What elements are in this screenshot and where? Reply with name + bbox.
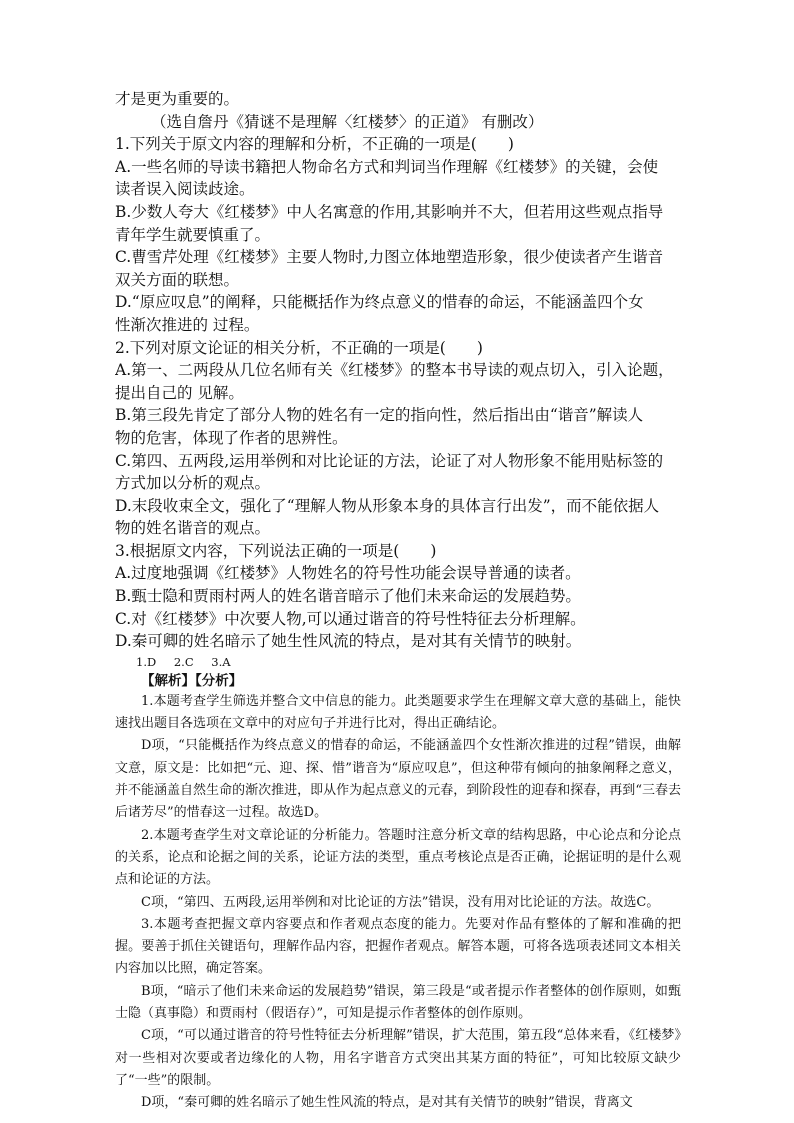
- document-page: [115, 88, 681, 1114]
- answer-1: 1.D: [136, 654, 157, 669]
- analysis-body: [115, 691, 681, 1115]
- option-d: D.秦可卿的姓名暗示了她生性风流的特点，是对其有关情节的映射。: [115, 632, 582, 651]
- analysis-paragraph: 2.本题考查学生对文章论证的分析能力。答题时注意分析文章的结构思路，中心论点和分论点的关系，论点和论据之间的关系，论证方法的类型，重点考核论点是否正确，论据证明的是什么观点和论证的方法。: [115, 827, 681, 888]
- option-d: D.末段收束全文，强化了“理解人物从形象本身的具体言行出发”，而不能依据人: [115, 496, 660, 515]
- option-c-cont: 双关方面的联想。: [115, 270, 240, 289]
- passage-end: 才是更为重要的。: [115, 90, 240, 108]
- option-b: B.第三段先肯定了部分人物的姓名有一定的指向性，然后指出由“谐音”解读人: [115, 406, 644, 425]
- answer-key: [115, 653, 681, 671]
- option-d-cont: 性渐次推进的 过程。: [115, 315, 260, 334]
- analysis-paragraph: 3.本题考查把握文章内容要点和作者观点态度的能力。先要对作品有整体的了解和准确的把握。要善于抓住关键语句，理解作品内容，把握作者观点。解答本题，可将各选项表述同文本相关内容加以比照，确定答案。: [115, 916, 681, 977]
- option-a: A.一些名师的导读书籍把人物命名方式和判词当作理解《红楼梦》的关键，会使: [115, 157, 659, 176]
- analysis-paragraph: C项，“可以通过谐音的符号性特征去分析理解”错误，扩大范围，第五段“总体来看，《红楼梦》对一些相对次要或者边缘化的人物，用名字谐音方式突出其某方面的特征”，可知比较原文缺少了“一些”的限制。: [115, 1028, 681, 1088]
- question-2: [115, 337, 681, 540]
- answer-2: 2.C: [173, 654, 194, 669]
- option-d-cont: 物的姓名谐音的观点。: [115, 519, 271, 538]
- option-d: D.“原应叹息”的阐释，只能概括作为终点意义的惜春的命运，不能涵盖四个女: [115, 293, 644, 312]
- option-c-cont: 方式加以分析的观点。: [115, 474, 271, 493]
- analysis-paragraph: 1.本题考查学生筛选并整合文中信息的能力。此类题要求学生在理解文章大意的基础上，能快速找出题目各选项在文章中的对应句子并进行比对，得出正确结论。: [115, 693, 681, 732]
- option-b: B.甄士隐和贾雨村两人的姓名谐音暗示了他们未来命运的发展趋势。: [115, 587, 581, 606]
- analysis-paragraph: C项，“第四、五两段,运用举例和对比论证的方法”错误，没有用对比论证的方法。故选C。: [141, 894, 660, 910]
- option-a: A.过度地强调《红楼梦》人物姓名的符号性功能会误导普通的读者。: [115, 564, 581, 583]
- question-stem: 2.下列对原文论证的相关分析，不正确的一项是( ): [115, 338, 483, 357]
- question-stem: 3.根据原文内容，下列说法正确的一项是( ): [115, 541, 437, 560]
- analysis-paragraph: D项，“秦可卿的姓名暗示了她生性风流的特点，是对其有关情节的映射”错误，背离文: [141, 1095, 633, 1111]
- question-stem: 1.下列关于原文内容的理解和分析，不正确的一项是( ): [115, 135, 514, 154]
- source-citation: （选自詹丹《猜谜不是理解〈红楼梦〉的正道》 有删改）: [151, 112, 544, 131]
- option-a-cont: 读者误入阅读歧途。: [115, 180, 255, 199]
- analysis-paragraph: B项，“暗示了他们未来命运的发展趋势”错误，第三段是“或者提示作者整体的创作原则，如甄士隐（真事隐）和贾雨村（假语存）”，可知是提示作者整体的创作原则。: [115, 983, 681, 1021]
- question-1: [115, 133, 681, 336]
- option-a: A.第一、二两段从几位名师有关《红楼梦》的整本书导读的观点切入，引入论题，: [115, 361, 674, 380]
- answer-3: 3.A: [211, 654, 231, 669]
- option-c: C.对《红楼梦》中次要人物,可以通过谐音的符号性特征去分析理解。: [115, 609, 586, 628]
- option-c: C.第四、五两段,运用举例和对比论证的方法，论证了对人物形象不能用贴标签的: [115, 451, 664, 470]
- analysis-paragraph: D项，“只能概括作为终点意义的惜春的命运，不能涵盖四个女性渐次推进的过程”错误，曲解文意，原文是：比如把“元、迎、探、惜”谐音为“原应叹息”，但这种带有倾向的抽象阐释之意义，并不能涵盖自然生命的渐次推进，即从作为起点意义的元春，到阶段性的迎春和探春，再到“三春去后诸芳尽”的惜春这一过程。故选D。: [115, 738, 681, 821]
- option-b-cont: 物的危害，体现了作者的思辨性。: [115, 428, 348, 447]
- analysis-heading: 【解析】【分析】: [141, 672, 243, 689]
- option-b: B.少数人夸大《红楼梦》中人名寓意的作用,其影响并不大，但若用这些观点指导: [115, 202, 664, 221]
- option-b-cont: 青年学生就要慎重了。: [115, 225, 271, 244]
- question-3: [115, 540, 681, 653]
- option-a-cont: 提出自己的 见解。: [115, 383, 244, 402]
- option-c: C.曹雪芹处理《红楼梦》主要人物时,力图立体地塑造形象，很少使读者产生谐音: [115, 248, 664, 267]
